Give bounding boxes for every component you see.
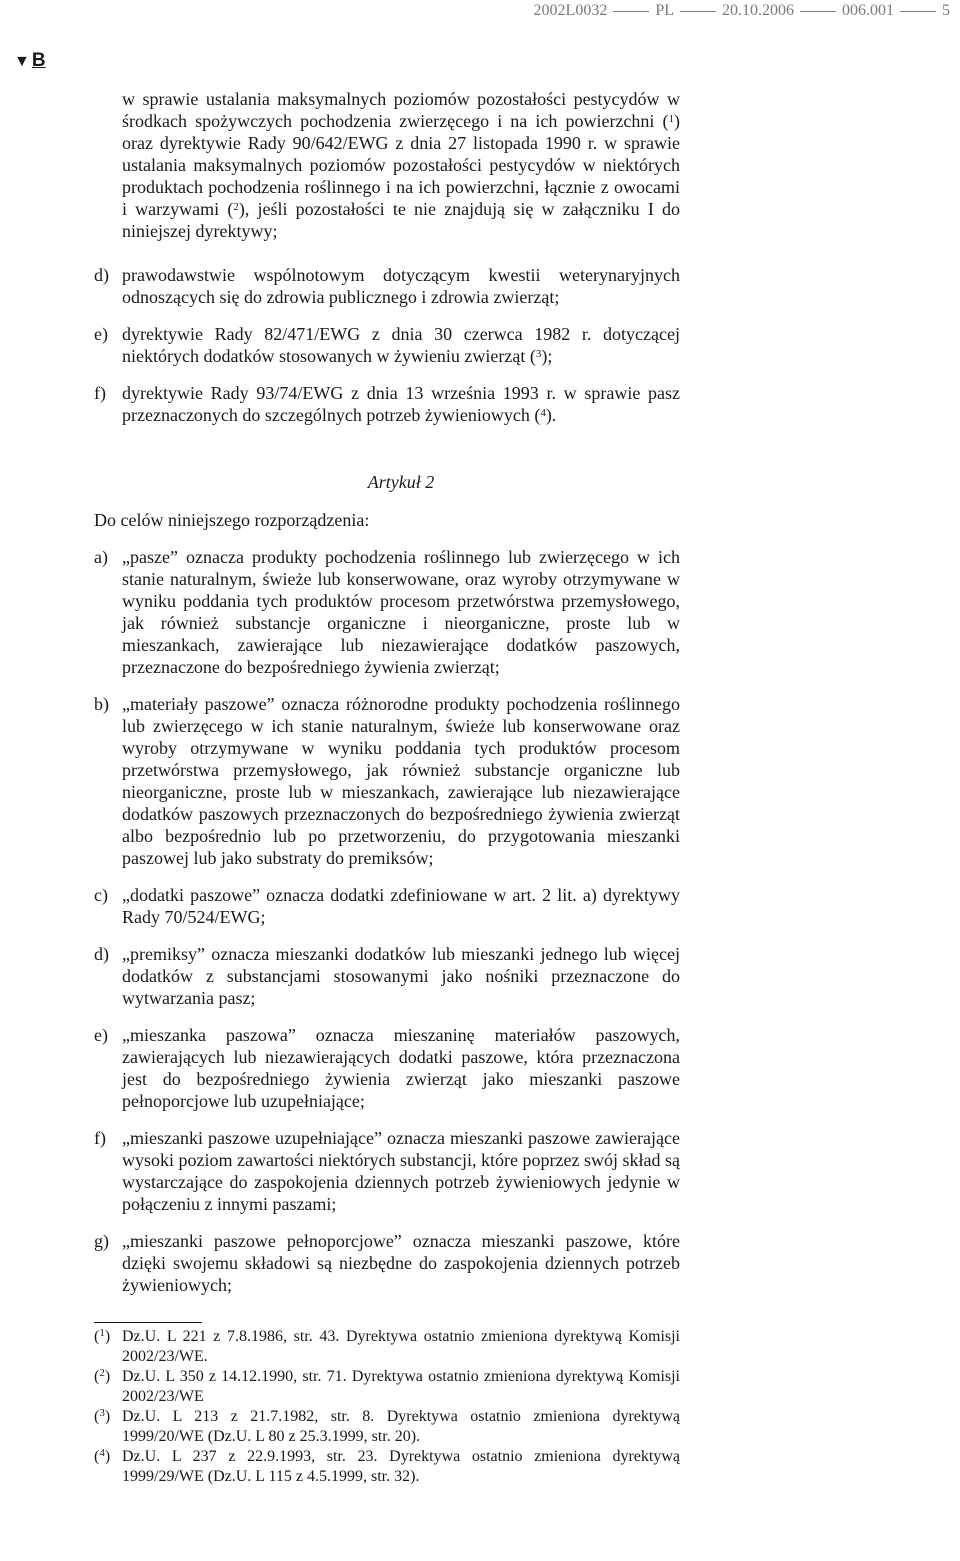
definition-label: c) bbox=[94, 885, 108, 905]
footnote-text: Dz.U. L 237 z 22.9.1993, str. 23. Dyrektywa ostatnio zmieniona dyrektywą 1999/29/WE (Dz.U. L 115 z 4.5.1999, str. 32). bbox=[122, 1448, 680, 1485]
header-separator bbox=[800, 11, 836, 12]
definition-item bbox=[94, 546, 680, 678]
footnote-number: ($^4$) bbox=[94, 1447, 111, 1465]
header-separator bbox=[900, 11, 936, 12]
definition-item bbox=[94, 1024, 680, 1112]
footnote-ref: 4 bbox=[540, 407, 546, 419]
list-item-label: f) bbox=[94, 383, 106, 403]
list-item bbox=[94, 323, 680, 367]
triangle-down-icon: ▼ bbox=[14, 53, 30, 70]
footnote-text: Dz.U. L 350 z 14.12.1990, str. 71. Dyrektywa ostatnio zmieniona dyrektywą Komisji 2002/23/WE bbox=[122, 1368, 680, 1405]
list-item-text: dyrektywie Rady 93/74/EWG z dnia 13 września 1993 r. w sprawie pasz przeznaczonych do szczególnych potrzeb żywieniowych ($^4$). bbox=[122, 383, 680, 425]
definition-item bbox=[94, 1230, 680, 1296]
doc-language: PL bbox=[655, 2, 674, 19]
footnote-text: Dz.U. L 221 z 7.8.1986, str. 43. Dyrektywa ostatnio zmieniona dyrektywą Komisji 2002/23/WE. bbox=[122, 1328, 680, 1365]
list-item-label: d) bbox=[94, 265, 109, 285]
footnote-number: ($^2$) bbox=[94, 1367, 111, 1385]
footnote-number: ($^3$) bbox=[94, 1407, 111, 1425]
definition-text: „mieszanki paszowe uzupełniające” oznacza mieszanki paszowe zawierające wysoki poziom zawartości niektórych substancji, które poprzez swój skład są wystarczające do zaspokojenia dziennych potrzeb żywieniowych jedynie w połączeniu z innymi paszami; bbox=[122, 1128, 680, 1214]
article-title: Artykuł 2 bbox=[367, 472, 435, 492]
document-body bbox=[94, 88, 680, 1487]
list-item-text: prawodawstwie wspólnotowym dotyczącym kwestii weterynaryjnych odnoszących się do zdrowia publicznego i zdrowia zwierząt; bbox=[122, 265, 680, 307]
definition-label: g) bbox=[94, 1231, 109, 1251]
list-item-text: dyrektywie Rady 82/471/EWG z dnia 30 czerwca 1982 r. dotyczącej niektórych dodatków stosowanych w żywieniu zwierząt ($^3$); bbox=[122, 324, 680, 366]
doc-version: 006.001 bbox=[842, 2, 894, 19]
amendment-marker bbox=[14, 50, 46, 73]
header-separator bbox=[680, 11, 716, 12]
definition-item bbox=[94, 884, 680, 928]
definition-label: d) bbox=[94, 944, 109, 964]
intro-continuation: w sprawie ustalania maksymalnych poziomów pozostałości pestycydów w środkach spożywczych pochodzenia zwierzęcego i na ich powierzchni ($^1$) oraz dyrektywie Rady 90/642/EWG z dnia 27 listopada 1990 r. w sprawie ustalania maksymalnych poziomów pozostałości pestycydów w niektórych produktach pochodzenia roślinnego i na ich powierzchni, łącznie z owocami i warzywami ($^2$), jeśli pozostałości te nie znajdują się w załączniku I do niniejszej dyrektywy; bbox=[122, 89, 680, 241]
footnote-text: Dz.U. L 213 z 21.7.1982, str. 8. Dyrektywa ostatnio zmieniona dyrektywą 1999/20/WE (Dz.U. L 80 z 25.3.1999, str. 20). bbox=[122, 1408, 680, 1445]
definition-item bbox=[94, 943, 680, 1009]
definition-label: a) bbox=[94, 547, 108, 567]
page-header bbox=[534, 0, 950, 22]
footnote bbox=[94, 1367, 680, 1407]
footnote bbox=[94, 1327, 680, 1367]
footnote-divider bbox=[94, 1322, 202, 1323]
footnote bbox=[94, 1407, 680, 1447]
footnote-number: ($^1$) bbox=[94, 1327, 111, 1345]
header-separator bbox=[613, 11, 649, 12]
doc-date: 20.10.2006 bbox=[722, 2, 794, 19]
list-item bbox=[94, 264, 680, 308]
definition-text: „mieszanki paszowe pełnoporcjowe” oznacza mieszanki paszowe, które dzięki swojemu składowi są niezbędne do zaspokojenia dziennych potrzeb żywieniowych; bbox=[122, 1231, 680, 1295]
definition-label: e) bbox=[94, 1025, 108, 1045]
footnote bbox=[94, 1447, 680, 1487]
footnote-ref: 3 bbox=[535, 348, 542, 360]
definition-item bbox=[94, 1127, 680, 1215]
footnote-ref: 2 bbox=[233, 201, 239, 213]
definition-label: b) bbox=[94, 694, 109, 714]
amendment-marker-label: B bbox=[31, 50, 46, 71]
definition-label: f) bbox=[94, 1128, 106, 1148]
list-item bbox=[94, 382, 680, 426]
page-number: 5 bbox=[942, 2, 950, 19]
definition-text: „materiały paszowe” oznacza różnorodne produkty pochodzenia roślinnego lub zwierzęcego w ich stanie naturalnym, świeże lub konserwowane oraz wyroby otrzymywane w wyniku poddania tych produktów procesom przetwórstwa przemysłowego, jak również substancje organiczne lub nieorganiczne, proste lub w mieszankach, zawierające lub niezawierające dodatków paszowych przeznaczonych do bezpośredniego żywienia zwierząt albo bezpośrednio lub po przetworzeniu, do przygotowania mieszanki paszowej lub jako substraty do premiksów; bbox=[122, 694, 680, 868]
definition-text: „pasze” oznacza produkty pochodzenia roślinnego lub zwierzęcego w ich stanie naturalnym, świeże lub konserwowane, oraz wyroby otrzymywane w wyniku poddania tych produktów procesom przetwórstwa przemysłowego, jak również substancje organiczne i nieorganiczne, proste lub w mieszankach, zawierające lub niezawierające dodatków paszowych, przeznaczone do bezpośredniego żywienia zwierząt; bbox=[122, 547, 680, 677]
list-item-label: e) bbox=[94, 324, 108, 344]
definition-text: „mieszanka paszowa” oznacza mieszaninę materiałów paszowych, zawierających lub niezawierających dodatki paszowe, która przeznaczona jest do bezpośredniego żywienia zwierząt jako mieszanki paszowe pełnoporcjowe lub uzupełniające; bbox=[122, 1025, 680, 1111]
footnote-ref: 1 bbox=[668, 113, 674, 125]
doc-code: 2002L0032 bbox=[533, 2, 608, 19]
article-lead: Do celów niniejszego rozporządzenia: bbox=[94, 510, 370, 530]
definition-item bbox=[94, 693, 680, 869]
definition-text: „dodatki paszowe” oznacza dodatki zdefiniowane w art. 2 lit. a) dyrektywy Rady 70/524/EWG; bbox=[122, 885, 680, 927]
definition-text: „premiksy” oznacza mieszanki dodatków lub mieszanki jednego lub więcej dodatków z substancjami stosowanymi jako nośniki przeznaczone do wytwarzania pasz; bbox=[122, 944, 680, 1008]
